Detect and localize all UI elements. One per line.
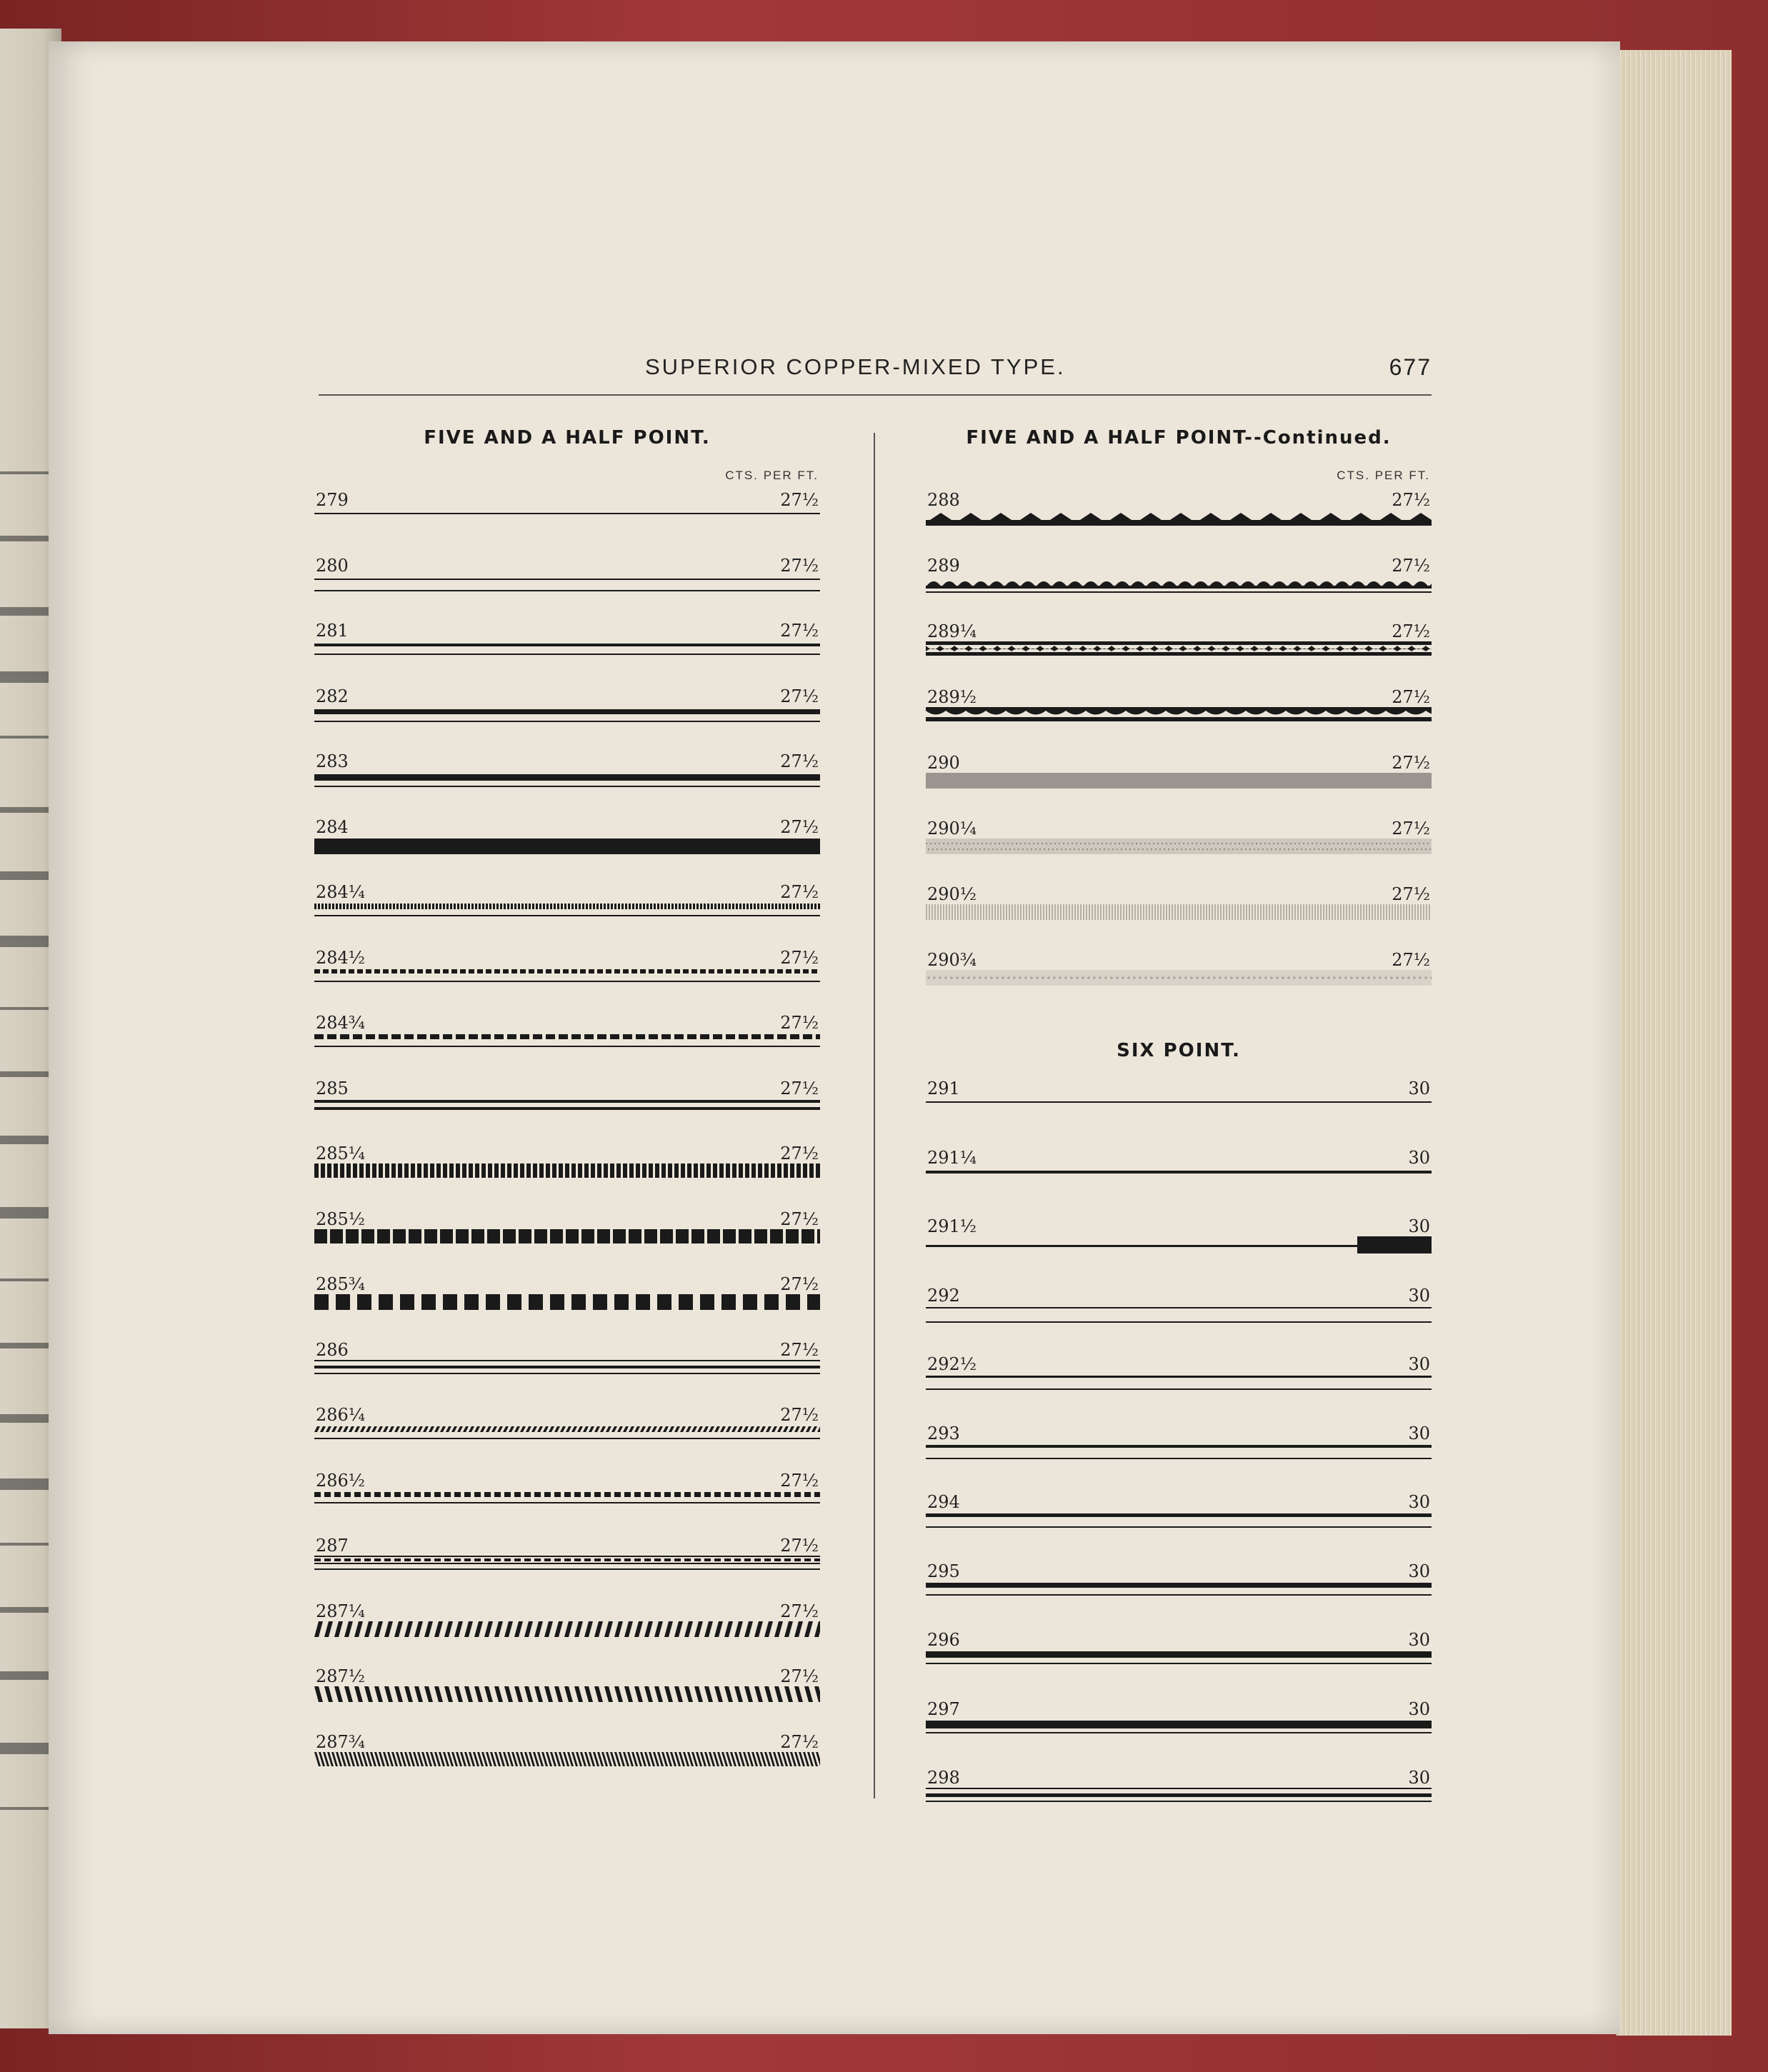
- specimen-number: 287: [316, 1536, 349, 1556]
- rule-specimen-row: [926, 556, 1432, 599]
- specimen-number: 285¼: [316, 1143, 366, 1163]
- specimen-price: 27½: [780, 1339, 819, 1360]
- price-column-header: CTS. PER FT.: [1337, 469, 1430, 482]
- rule-specimen: [926, 1788, 1432, 1806]
- specimen-number: 290: [927, 753, 960, 773]
- specimen-number: 292: [927, 1285, 960, 1306]
- rule-specimen: [926, 1719, 1432, 1738]
- rule-specimen: [314, 1098, 820, 1117]
- rule-specimen: [926, 1306, 1432, 1324]
- rule-specimen-row: [926, 819, 1432, 861]
- specimen-number: 285: [316, 1078, 349, 1098]
- page-number: 677: [1389, 354, 1432, 380]
- rule-specimen-row: [926, 687, 1432, 730]
- rule-specimen: [314, 1425, 820, 1443]
- rule-specimen-row: [926, 1148, 1432, 1191]
- specimen-price: 27½: [780, 686, 819, 706]
- specimen-price: 27½: [780, 1274, 819, 1294]
- page-fore-edge: [1616, 50, 1732, 2036]
- rule-specimen: [314, 837, 820, 856]
- specimen-price: 27½: [780, 816, 819, 837]
- specimen-price: 27½: [1392, 556, 1430, 576]
- facing-page-rule: [0, 471, 49, 474]
- section-heading: FIVE AND A HALF POINT.: [424, 427, 711, 449]
- specimen-price: 27½: [780, 1208, 819, 1229]
- rule-specimen: [314, 1033, 820, 1051]
- facing-page-rule: [0, 1543, 49, 1546]
- rule-specimen: [926, 1374, 1432, 1393]
- rule-specimen-row: [926, 1699, 1432, 1742]
- specimen-number: 288: [927, 490, 960, 510]
- specimen-price: 30: [1408, 1630, 1430, 1650]
- specimen-number: 283: [316, 751, 349, 771]
- section-heading-continued: FIVE AND A HALF POINT--Continued.: [966, 427, 1392, 449]
- page-title: SUPERIOR COPPER-MIXED TYPE.: [645, 354, 1066, 379]
- facing-page-rule: [0, 1007, 49, 1010]
- specimen-number: 292½: [927, 1354, 977, 1374]
- rule-specimen-row: [314, 751, 820, 794]
- rule-specimen-row: [314, 1274, 820, 1317]
- facing-page-rule: [0, 1414, 49, 1423]
- rule-specimen-row: [926, 950, 1432, 993]
- catalog-page: [49, 41, 1620, 2034]
- specimen-number: 279: [316, 490, 349, 510]
- rule-specimen-row: [314, 1340, 820, 1383]
- specimen-price: 30: [1408, 1492, 1430, 1512]
- specimen-price: 30: [1408, 1423, 1430, 1443]
- facing-page-rule: [0, 807, 49, 813]
- specimen-price: 27½: [780, 1013, 819, 1033]
- specimen-number: 294: [927, 1492, 960, 1512]
- specimen-price: 27½: [780, 1731, 819, 1752]
- specimen-number: 285½: [316, 1208, 366, 1229]
- rule-specimen-row: [926, 1286, 1432, 1328]
- rule-specimen: [926, 839, 1432, 857]
- specimen-price: 27½: [1392, 950, 1430, 970]
- specimen-price: 30: [1408, 1078, 1430, 1098]
- specimen-price: 27½: [780, 751, 819, 771]
- facing-page-rule: [0, 671, 49, 683]
- rule-specimen: [314, 1491, 820, 1509]
- rule-specimen-row: [926, 1492, 1432, 1535]
- specimen-price: 30: [1408, 1354, 1430, 1374]
- specimen-number: 282: [316, 686, 349, 706]
- specimen-number: 290½: [927, 884, 977, 904]
- rule-specimen: [926, 707, 1432, 726]
- rule-specimen-row: [926, 884, 1432, 927]
- facing-page-rule: [0, 736, 49, 739]
- rule-specimen-row: [926, 753, 1432, 796]
- rule-specimen-row: [314, 948, 820, 991]
- rule-specimen: [314, 902, 820, 921]
- specimen-price: 30: [1408, 1285, 1430, 1306]
- rule-specimen: [926, 1443, 1432, 1462]
- rule-specimen-row: [314, 621, 820, 664]
- rule-specimen-row: [314, 1143, 820, 1186]
- specimen-price: 30: [1408, 1698, 1430, 1719]
- rule-specimen: [314, 771, 820, 790]
- rule-specimen: [926, 1650, 1432, 1668]
- specimen-price: 30: [1408, 1561, 1430, 1581]
- facing-page-rule: [0, 1278, 49, 1281]
- facing-page-rule: [0, 1136, 49, 1144]
- facing-page-rule: [0, 1671, 49, 1680]
- specimen-number: 289½: [927, 687, 977, 707]
- rule-specimen-row: [926, 1423, 1432, 1466]
- facing-page-rule: [0, 1343, 49, 1348]
- specimen-price: 27½: [780, 1666, 819, 1686]
- specimen-number: 284½: [316, 947, 366, 968]
- rule-specimen-row: [926, 1630, 1432, 1673]
- specimen-price: 27½: [780, 1470, 819, 1491]
- specimen-price: 27½: [1392, 884, 1430, 904]
- rule-specimen: [314, 1229, 820, 1248]
- specimen-number: 290¾: [927, 950, 977, 970]
- rule-specimen: [926, 1168, 1432, 1186]
- rule-specimen-row: [314, 1471, 820, 1513]
- rule-specimen: [926, 576, 1432, 594]
- facing-page-rule: [0, 1478, 49, 1490]
- specimen-price: 27½: [780, 882, 819, 902]
- rule-specimen-row: [926, 1768, 1432, 1811]
- specimen-price: 27½: [780, 1601, 819, 1621]
- specimen-price: 27½: [780, 1536, 819, 1556]
- rule-specimen: [926, 1098, 1432, 1117]
- specimen-number: 285¾: [316, 1274, 366, 1294]
- rule-specimen: [926, 510, 1432, 529]
- specimen-number: 286½: [316, 1470, 366, 1491]
- rule-specimen-row: [314, 490, 820, 533]
- specimen-number: 297: [927, 1698, 960, 1719]
- running-head: [319, 354, 1432, 396]
- facing-page-rule: [0, 1607, 49, 1613]
- specimen-number: 289: [927, 556, 960, 576]
- specimen-price: 27½: [780, 621, 819, 641]
- rule-specimen-row: [314, 882, 820, 925]
- rule-specimen: [926, 970, 1432, 989]
- rule-specimen-row: [926, 1561, 1432, 1604]
- rule-specimen: [926, 1236, 1432, 1255]
- specimen-number: 287¼: [316, 1601, 366, 1621]
- six-point-heading: SIX POINT.: [1117, 1040, 1241, 1061]
- rule-specimen-row: [314, 1209, 820, 1252]
- rule-specimen: [314, 1556, 820, 1574]
- rule-specimen: [314, 1621, 820, 1640]
- facing-page-rule: [0, 1743, 49, 1754]
- column-divider: [874, 433, 875, 1798]
- rule-specimen-row: [926, 1216, 1432, 1259]
- specimen-price: 27½: [780, 1078, 819, 1098]
- rule-specimen: [314, 1686, 820, 1705]
- rule-specimen: [926, 1581, 1432, 1600]
- specimen-number: 291½: [927, 1216, 977, 1236]
- specimen-number: 286: [316, 1339, 349, 1360]
- specimen-price: 30: [1408, 1768, 1430, 1788]
- rule-specimen: [314, 968, 820, 986]
- specimen-number: 284¾: [316, 1013, 366, 1033]
- specimen-number: 284: [316, 816, 349, 837]
- specimen-price: 27½: [780, 947, 819, 968]
- rule-specimen-row: [314, 1078, 820, 1121]
- specimen-number: 293: [927, 1423, 960, 1443]
- specimen-number: 291: [927, 1078, 960, 1098]
- specimen-number: 295: [927, 1561, 960, 1581]
- specimen-price: 27½: [780, 1143, 819, 1163]
- specimen-price: 27½: [1392, 621, 1430, 641]
- rule-specimen: [926, 773, 1432, 791]
- specimen-number: 287¾: [316, 1731, 366, 1752]
- specimen-price: 27½: [1392, 687, 1430, 707]
- rule-specimen-row: [926, 490, 1432, 533]
- specimen-number: 280: [316, 555, 349, 576]
- specimen-number: 289¼: [927, 621, 977, 641]
- rule-specimen: [926, 904, 1432, 923]
- specimen-price: 30: [1408, 1147, 1430, 1168]
- specimen-price: 30: [1408, 1216, 1430, 1236]
- specimen-price: 27½: [780, 555, 819, 576]
- rule-specimen-row: [926, 1354, 1432, 1397]
- rule-specimen-row: [314, 1666, 820, 1709]
- rule-specimen-row: [314, 1601, 820, 1644]
- facing-page-rule: [0, 936, 49, 947]
- specimen-number: 286¼: [316, 1405, 366, 1425]
- facing-page-rule: [0, 607, 49, 616]
- rule-specimen-row: [314, 1536, 820, 1578]
- rule-specimen: [314, 706, 820, 725]
- specimen-price: 27½: [780, 490, 819, 510]
- rule-specimen-row: [314, 556, 820, 599]
- specimen-number: 284¼: [316, 882, 366, 902]
- specimen-number: 298: [927, 1768, 960, 1788]
- specimen-number: 281: [316, 621, 349, 641]
- rule-specimen-row: [314, 686, 820, 729]
- facing-page-rule: [0, 871, 49, 880]
- facing-page-rule: [0, 1807, 49, 1810]
- specimen-number: 291¼: [927, 1147, 977, 1168]
- rule-specimen-row: [314, 817, 820, 860]
- rule-specimen-row: [926, 1078, 1432, 1121]
- price-column-header: CTS. PER FT.: [725, 469, 819, 482]
- rule-specimen-row: [314, 1732, 820, 1775]
- rule-specimen: [314, 1360, 820, 1378]
- specimen-number: 287½: [316, 1666, 366, 1686]
- facing-page-rule: [0, 1071, 49, 1077]
- rule-specimen: [314, 1752, 820, 1771]
- specimen-price: 27½: [1392, 753, 1430, 773]
- rule-specimen: [314, 1163, 820, 1182]
- rule-specimen: [926, 1512, 1432, 1531]
- rule-specimen: [314, 641, 820, 659]
- specimen-price: 27½: [780, 1405, 819, 1425]
- specimen-number: 296: [927, 1630, 960, 1650]
- rule-specimen: [926, 641, 1432, 660]
- rule-specimen-row: [314, 1405, 820, 1448]
- specimen-number: 290¼: [927, 819, 977, 839]
- specimen-price: 27½: [1392, 819, 1430, 839]
- rule-specimen-row: [314, 1013, 820, 1056]
- rule-specimen: [314, 1294, 820, 1313]
- rule-specimen-row: [926, 621, 1432, 664]
- rule-specimen: [314, 510, 820, 529]
- rule-specimen: [314, 576, 820, 594]
- specimen-price: 27½: [1392, 490, 1430, 510]
- facing-page-rule: [0, 536, 49, 541]
- facing-page-rule: [0, 1207, 49, 1218]
